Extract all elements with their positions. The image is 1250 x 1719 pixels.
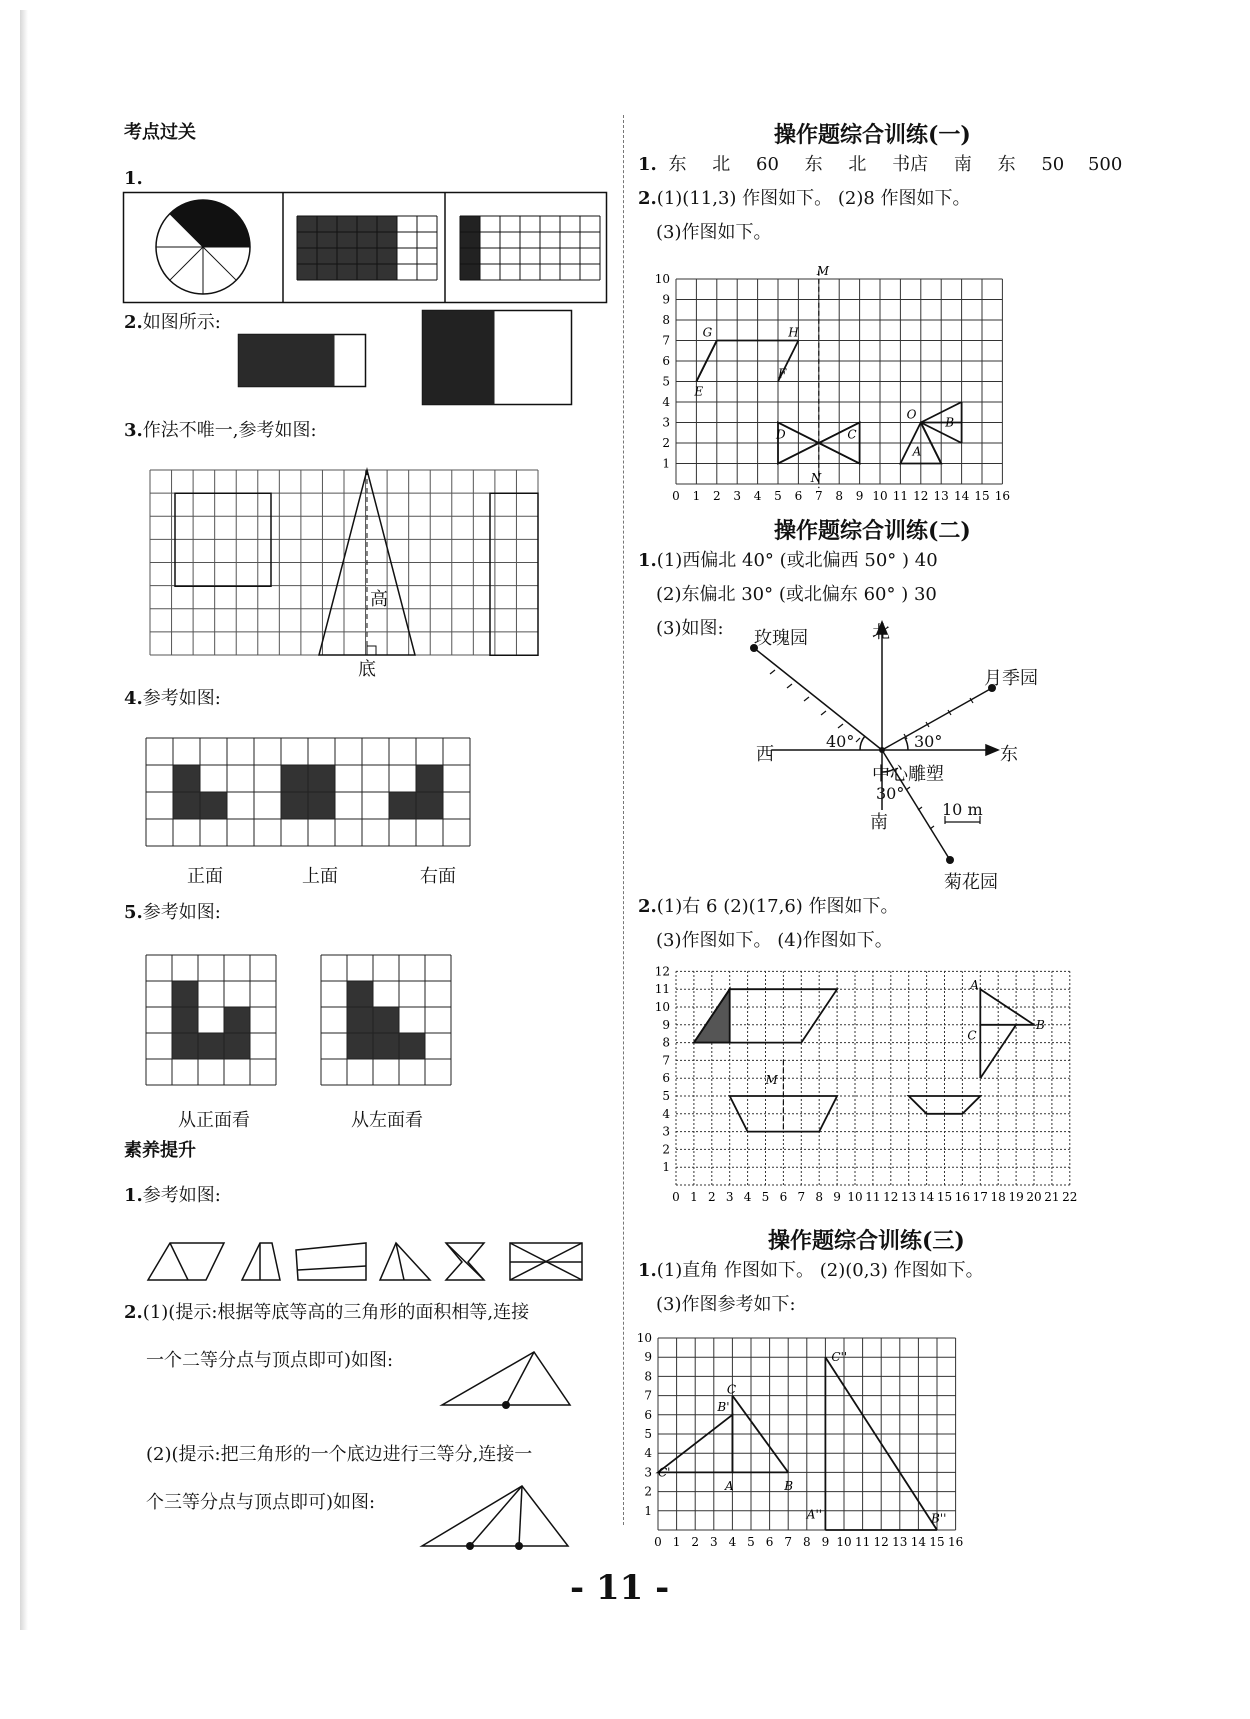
q3-text: 3.作法不唯一,参考如图:: [124, 420, 317, 441]
page-number: - 11 -: [570, 1568, 670, 1608]
point-label: D: [776, 427, 786, 442]
shaded-cell: [224, 1033, 250, 1059]
point-label: A'': [806, 1507, 823, 1522]
view-front-label: 正面: [187, 866, 223, 887]
x-tick-label: 11: [892, 489, 909, 503]
shaded-cell: [173, 765, 200, 792]
x-tick-label: 2: [707, 1190, 716, 1204]
x-tick-label: 8: [815, 1190, 824, 1204]
y-tick-label: 5: [662, 1089, 670, 1103]
q1-number: 1.: [124, 168, 143, 189]
shaded-cell: [172, 981, 198, 1007]
q3-grid: [150, 470, 590, 656]
y-tick-label: 9: [662, 1017, 670, 1032]
x-tick-label: 4: [728, 1535, 737, 1549]
point-label: B: [784, 1479, 794, 1494]
x-tick-label: 12: [883, 1190, 899, 1204]
x-tick-label: 6: [794, 489, 803, 503]
x-tick-label: 6: [779, 1190, 788, 1204]
x-tick-label: 5: [761, 1190, 770, 1204]
shaded-cell: [172, 1033, 198, 1059]
label-height: 高: [370, 589, 388, 610]
label-base: 底: [358, 659, 376, 680]
shaded-cell: [172, 1007, 198, 1033]
compass-north: 北: [872, 622, 890, 643]
p1-line3: (3)如图:: [656, 618, 724, 639]
s1-shapes: [148, 1240, 588, 1284]
point-label: C'': [831, 1350, 848, 1365]
y-tick-label: 7: [662, 333, 670, 348]
x-tick-label: 22: [1062, 1190, 1078, 1204]
y-tick-label: 8: [644, 1369, 652, 1384]
scan-edge: [20, 10, 28, 1630]
grid-fraction-b: [460, 216, 600, 280]
x-tick-label: 14: [918, 1190, 935, 1204]
shaded-cell: [281, 765, 308, 792]
view-top-label: 上面: [302, 866, 338, 887]
y-tick-label: 4: [662, 1106, 670, 1121]
y-tick-label: 10: [636, 1331, 652, 1345]
compass-south: 南: [870, 812, 888, 833]
y-tick-label: 7: [644, 1388, 652, 1403]
compass-east: 东: [1000, 744, 1018, 765]
q1r-line1: 1.(1)直角 作图如下。 (2)(0,3) 作图如下。: [638, 1260, 984, 1281]
point-label: B'': [931, 1511, 947, 1526]
y-tick-label: 11: [654, 982, 670, 997]
x-tick-label: 5: [774, 489, 782, 503]
shaded-cell: [399, 1033, 425, 1059]
x-tick-label: 3: [725, 1190, 734, 1204]
q5-grid-left: [321, 955, 467, 1101]
x-tick-label: 4: [753, 489, 762, 503]
q2-text: 2.如图所示:: [124, 312, 221, 333]
r2-line2: (3)作图如下。: [656, 222, 772, 243]
x-tick-label: 9: [855, 489, 864, 503]
q2-bar-b: [422, 310, 574, 406]
shaded-cell: [308, 792, 335, 819]
x-tick-label: 15: [929, 1535, 945, 1549]
title-training-3: 操作题综合训练(三): [768, 1228, 965, 1254]
x-tick-label: 13: [933, 489, 949, 503]
x-tick-label: 19: [1008, 1190, 1024, 1204]
view-right-label: 右面: [420, 866, 456, 887]
y-tick-label: 6: [644, 1407, 652, 1422]
x-tick-label: 9: [821, 1535, 830, 1549]
p1-line1: 1.(1)西偏北 40° (或北偏西 50° ) 40: [638, 550, 938, 571]
y-tick-label: 2: [662, 436, 670, 450]
x-tick-label: 1: [690, 1190, 698, 1204]
x-tick-label: 7: [784, 1535, 793, 1549]
angle-30-label: 30°: [914, 732, 943, 751]
y-tick-label: 1: [644, 1503, 652, 1518]
y-tick-label: 2: [644, 1484, 652, 1499]
x-tick-label: 15: [974, 489, 990, 503]
x-tick-label: 11: [865, 1190, 881, 1204]
y-tick-label: 2: [662, 1142, 670, 1157]
x-tick-label: 11: [854, 1535, 871, 1549]
s1-text: 1.参考如图:: [124, 1185, 221, 1206]
point-label: C': [658, 1465, 671, 1480]
y-tick-label: 6: [662, 1071, 670, 1086]
x-tick-label: 7: [814, 489, 823, 503]
y-tick-label: 5: [662, 374, 670, 389]
circle-fraction: [156, 200, 250, 294]
rose-garden-label: 玫瑰园: [754, 628, 808, 649]
shaded-cell: [416, 765, 443, 792]
section-heading-suyang: 素养提升: [124, 1140, 196, 1161]
x-tick-label: 18: [990, 1190, 1006, 1204]
point-label: F: [778, 366, 787, 381]
x-tick-label: 14: [953, 489, 970, 503]
shaded-cell: [200, 792, 227, 819]
title-training-2: 操作题综合训练(二): [774, 518, 971, 544]
point-label: E: [694, 384, 704, 399]
y-tick-label: 1: [662, 456, 670, 471]
y-tick-label: 10: [654, 1000, 670, 1014]
s2-line2: 一个二等分点与顶点即可)如图:: [146, 1350, 394, 1371]
shaded-cell: [347, 1007, 373, 1033]
point-label: G: [702, 325, 713, 340]
x-tick-label: 6: [765, 1535, 774, 1549]
angle-40-label: 40°: [826, 732, 855, 751]
x-tick-label: 0: [672, 489, 680, 503]
x-tick-label: 16: [994, 489, 1011, 503]
angle-30b-label: 30°: [876, 784, 905, 803]
r2-line1: 2.(1)(11,3) 作图如下。 (2)8 作图如下。: [638, 188, 971, 209]
y-tick-label: 10: [654, 272, 670, 286]
shaded-cell: [373, 1033, 399, 1059]
shaded-cell: [281, 792, 308, 819]
x-tick-label: 8: [835, 489, 844, 503]
x-tick-label: 0: [672, 1190, 680, 1204]
coordinate-grid-2: [654, 964, 1104, 1215]
x-tick-label: 16: [954, 1190, 971, 1204]
y-tick-label: 8: [662, 1035, 670, 1050]
x-tick-label: 2: [712, 489, 721, 503]
center-sculpture-label: 中心雕塑: [872, 764, 944, 785]
r1-answer: 1. 东 北 60 东 北 书店 南 东 50 500: [638, 154, 1123, 175]
x-tick-label: 1: [672, 1535, 681, 1549]
y-tick-label: 7: [662, 1053, 670, 1068]
shaded-cell: [173, 792, 200, 819]
x-tick-label: 0: [654, 1535, 662, 1549]
x-tick-label: 5: [747, 1535, 755, 1549]
q1r-line2: (3)作图参考如下:: [656, 1294, 796, 1315]
q5-grid-front: [146, 955, 292, 1101]
x-tick-label: 14: [910, 1535, 927, 1549]
point-label: O: [906, 407, 917, 422]
s2-triangle-b: [420, 1484, 580, 1550]
y-tick-label: 3: [644, 1465, 652, 1480]
x-tick-label: 9: [833, 1190, 841, 1204]
x-tick-label: 20: [1026, 1190, 1042, 1204]
point-label: N: [810, 471, 822, 485]
view-from-left-label: 从左面看: [351, 1110, 423, 1131]
s2-triangle-a: [440, 1350, 576, 1408]
point-label: H: [788, 325, 799, 340]
s2-line4: 个三等分点与顶点即可)如图:: [146, 1492, 376, 1513]
y-tick-label: 3: [662, 1124, 670, 1139]
shaded-cell: [224, 1007, 250, 1033]
x-tick-label: 7: [797, 1190, 806, 1204]
x-tick-label: 8: [802, 1535, 811, 1549]
point-label: A: [724, 1479, 734, 1494]
point-label: A: [970, 978, 979, 993]
coordinate-grid-3: [636, 1320, 1000, 1550]
point-label: C: [726, 1382, 737, 1397]
q4-text: 4.参考如图:: [124, 688, 221, 709]
x-tick-label: 10: [836, 1535, 852, 1549]
scale-label: 10 m: [942, 800, 983, 819]
rose-season-garden-label: 月季园: [984, 668, 1038, 689]
x-tick-label: 3: [733, 489, 742, 503]
x-tick-label: 3: [709, 1535, 718, 1549]
shaded-cell: [347, 981, 373, 1007]
shaded-cell: [373, 1007, 399, 1033]
point-label: M: [765, 1073, 778, 1088]
x-tick-label: 17: [972, 1190, 988, 1204]
point-label: B': [717, 1399, 730, 1414]
point-label: C: [967, 1028, 977, 1043]
x-tick-label: 10: [847, 1190, 863, 1204]
view-from-front-label: 从正面看: [178, 1110, 250, 1131]
s2-line3: (2)(提示:把三角形的一个底边进行三等分,连接一: [146, 1444, 533, 1465]
y-tick-label: 4: [644, 1446, 652, 1461]
y-tick-label: 1: [662, 1160, 670, 1175]
x-tick-label: 2: [691, 1535, 700, 1549]
coordinate-grid-1: [654, 264, 1024, 508]
y-tick-label: 9: [644, 1350, 652, 1365]
x-tick-label: 13: [892, 1535, 908, 1549]
y-tick-label: 3: [662, 415, 670, 430]
x-tick-label: 12: [873, 1535, 889, 1549]
point-label: A: [912, 444, 922, 459]
x-tick-label: 4: [743, 1190, 752, 1204]
y-tick-label: 4: [662, 395, 670, 409]
y-tick-label: 6: [662, 354, 670, 368]
x-tick-label: 16: [947, 1535, 964, 1549]
x-tick-label: 10: [872, 489, 888, 503]
point-label: M: [816, 264, 830, 278]
y-tick-label: 8: [662, 313, 670, 327]
p1-line2: (2)东偏北 30° (或北偏东 60° ) 30: [656, 584, 937, 605]
section-heading-kaodian: 考点过关: [124, 122, 196, 143]
compass-west: 西: [756, 744, 774, 765]
point-label: B: [1036, 1017, 1045, 1032]
q4-grid: [146, 738, 502, 858]
column-divider: [623, 115, 624, 1525]
point-label: B: [945, 415, 955, 430]
y-tick-label: 9: [662, 292, 670, 307]
x-tick-label: 15: [936, 1190, 953, 1204]
s2-line1: 2.(1)(提示:根据等底等高的三角形的面积相等,连接: [124, 1302, 530, 1323]
x-tick-label: 13: [901, 1190, 917, 1204]
shaded-cell: [198, 1033, 224, 1059]
p2-line1: 2.(1)右 6 (2)(17,6) 作图如下。: [638, 896, 899, 917]
shaded-cell: [308, 765, 335, 792]
grid-fraction-a: [297, 216, 437, 280]
shaded-cell: [416, 792, 443, 819]
q2-bar-a: [238, 334, 368, 388]
fraction-figures: [123, 192, 607, 304]
q5-text: 5.参考如图:: [124, 902, 221, 923]
y-tick-label: 12: [654, 964, 670, 979]
x-tick-label: 12: [913, 489, 929, 503]
title-training-1: 操作题综合训练(一): [774, 122, 971, 148]
p2-line2: (3)作图如下。 (4)作图如下。: [656, 930, 893, 951]
shaded-cell: [347, 1033, 373, 1059]
chrysanthemum-garden-label: 菊花园: [944, 872, 998, 893]
x-tick-label: 1: [692, 489, 701, 503]
y-tick-label: 5: [644, 1427, 652, 1441]
shaded-cell: [389, 792, 416, 819]
x-tick-label: 21: [1044, 1190, 1060, 1204]
point-label: C: [847, 427, 857, 442]
